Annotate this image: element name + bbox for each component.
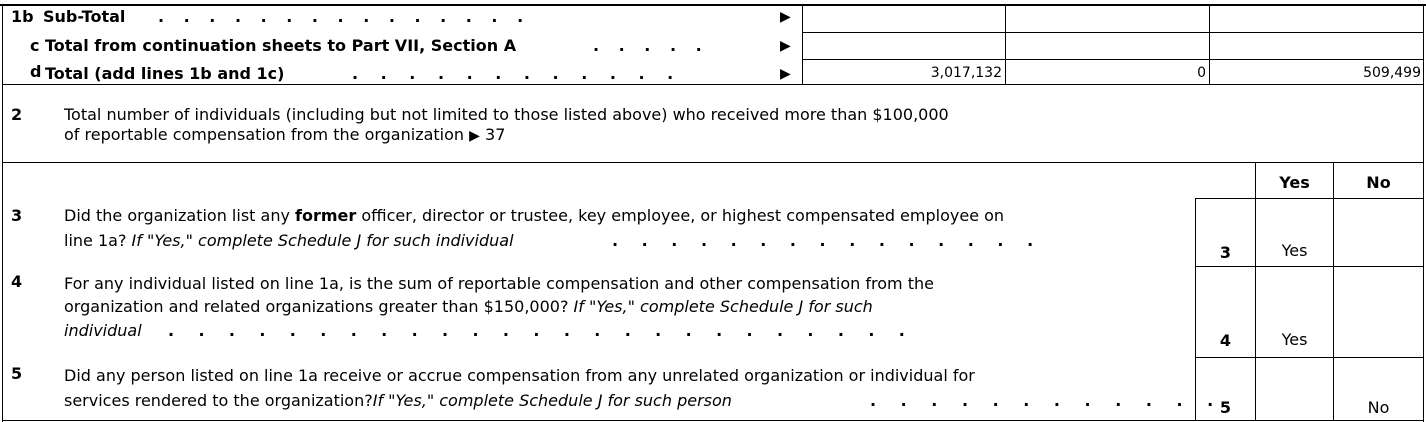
q5-box-number: 5 (1219, 398, 1232, 417)
header-row-divider (1195, 198, 1424, 199)
amount-col-divider (1005, 4, 1006, 84)
q3-box-number: 3 (1219, 243, 1232, 262)
q5-number: 5 (11, 364, 23, 383)
q4-text2: organization and related organizations greater than $150,000? (64, 297, 569, 316)
amount-col-divider (802, 4, 803, 84)
yes-header: Yes (1279, 173, 1310, 192)
q5-no-answer[interactable]: No (1367, 398, 1390, 417)
line-1c-number: c (30, 36, 40, 55)
q3-number: 3 (11, 206, 23, 225)
q5-dots: . . . . . . . . . . . . (870, 391, 1214, 410)
q3-row-divider (1195, 266, 1424, 267)
line-1b-number: 1b (11, 7, 34, 26)
q5-text-line2 (64, 391, 732, 411)
line-1c-arrow-icon: ▶ (780, 38, 791, 54)
total-col1-value: 3,017,132 (930, 65, 1002, 81)
q3-text2: line 1a? (64, 231, 127, 250)
line-2-value: 37 (485, 125, 506, 144)
q3-dots: . . . . . . . . . . . . . . . (612, 231, 1034, 250)
line-2-arrow-icon: ▶ (469, 128, 480, 144)
total-col2-value: 0 (1197, 65, 1206, 81)
row-divider (802, 32, 1424, 33)
line-1c-label: Total from continuation sheets to Part VII, Section A (45, 36, 517, 55)
q3-text-line1 (64, 206, 1004, 226)
box-col-divider (1195, 199, 1196, 421)
row-divider (802, 59, 1424, 60)
section-divider (2, 84, 1424, 85)
line-2-number: 2 (11, 105, 23, 124)
bottom-border (2, 420, 1424, 421)
q4-number: 4 (11, 272, 23, 291)
line-1d-dots: . . . . . . . . . . . . (352, 64, 674, 83)
right-border (1423, 4, 1424, 422)
q3-text-pre: Did the organization list any (64, 206, 296, 225)
q4-text-line1: For any individual listed on line 1a, is the sum of reportable compensation and other compensation from the (64, 274, 934, 293)
q5-text-line1: Did any person listed on line 1a receive or accrue compensation from any unrelated organization or individual for (64, 366, 975, 385)
q4-text-line3: individual (64, 321, 142, 340)
q5-text2: services rendered to the organization? (64, 391, 373, 410)
q3-text-post: officer, director or trustee, key employee, or highest compensated employee on (356, 206, 1005, 225)
q3-text-line2 (64, 231, 514, 251)
no-col-divider (1333, 163, 1334, 421)
line-2-text-cont (64, 125, 505, 146)
q4-row-divider (1195, 357, 1424, 358)
total-col3-value: 509,499 (1363, 65, 1421, 81)
line-1d-label: Total (add lines 1b and 1c) (45, 64, 285, 83)
q5-text2-italic: If "Yes," complete Schedule J for such person (372, 391, 732, 410)
line-1c-dots: . . . . . (593, 36, 702, 55)
q4-box-number: 4 (1219, 331, 1232, 350)
line-1b-label: Sub-Total (43, 7, 126, 26)
top-border (0, 4, 1426, 6)
q3-text-bold: former (295, 206, 357, 225)
line-2-text2: of reportable compensation from the organization (64, 125, 465, 144)
line-1b-dots: . . . . . . . . . . . . . . . (158, 7, 524, 26)
left-border (2, 4, 3, 422)
section-divider (2, 162, 1424, 163)
line-1d-number: d (30, 62, 42, 81)
q4-dots: . . . . . . . . . . . . . . . . . . . . . . . . . (168, 321, 905, 340)
amount-col-divider (1209, 4, 1210, 84)
line-2-text: Total number of individuals (including but not limited to those listed above) who received more than $100,000 (64, 105, 949, 124)
q4-yes-answer[interactable]: Yes (1281, 330, 1308, 349)
q3-yes-answer[interactable]: Yes (1281, 241, 1308, 260)
yes-col-divider (1255, 163, 1256, 421)
line-1d-arrow-icon: ▶ (780, 66, 791, 82)
line-1b-arrow-icon: ▶ (780, 9, 791, 25)
no-header: No (1366, 173, 1391, 192)
q4-text-line2 (64, 297, 873, 317)
q4-text2-italic: If "Yes," complete Schedule J for such (568, 297, 873, 316)
q3-text2-italic: If "Yes," complete Schedule J for such individual (126, 231, 514, 250)
